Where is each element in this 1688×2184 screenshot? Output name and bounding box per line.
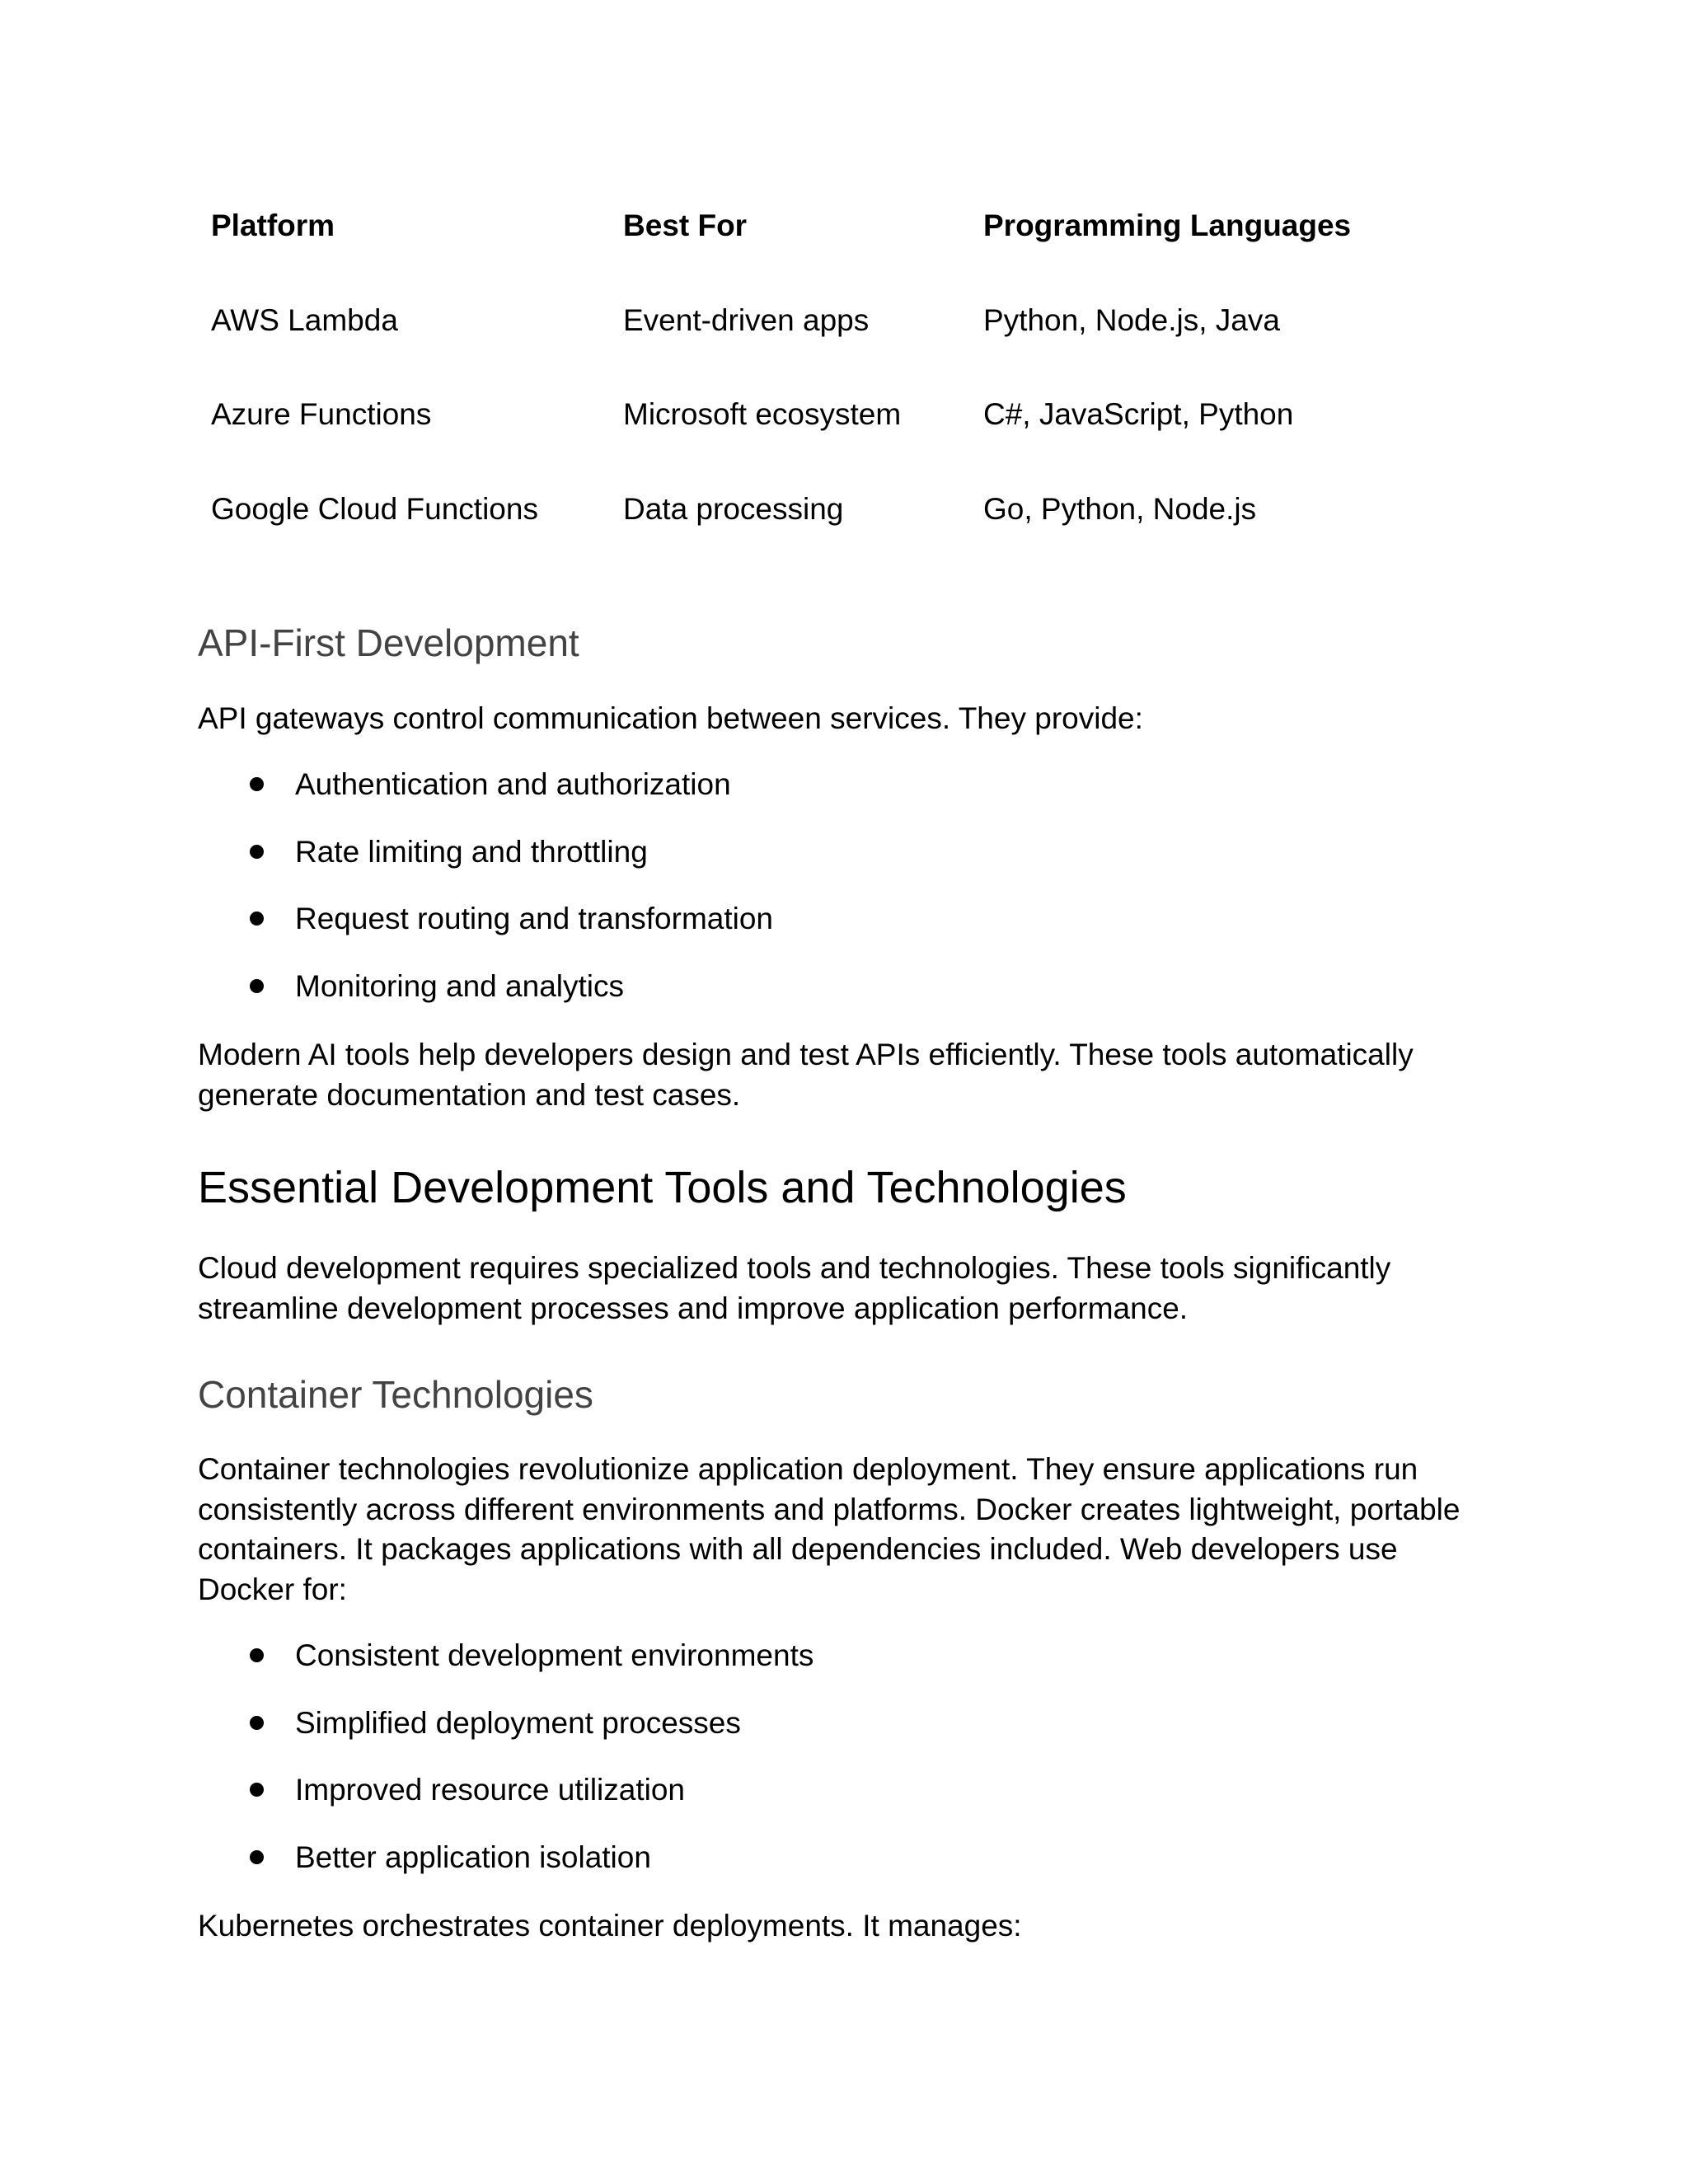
paragraph-line: containers. It packages applications with all dependencies included. Web developers use	[198, 1532, 1398, 1566]
kubernetes-paragraph	[198, 1906, 1484, 1947]
table-header-languages: Programming Languages	[983, 209, 1352, 242]
bullet-icon	[250, 1648, 264, 1662]
paragraph-line: streamline development processes and improve application performance.	[198, 1291, 1189, 1325]
bullet-icon	[250, 777, 264, 791]
essential-tools-heading: Essential Development Tools and Technologies	[198, 1163, 1127, 1212]
container-technologies-heading: Container Technologies	[198, 1373, 593, 1416]
table-cell: Go, Python, Node.js	[983, 492, 1257, 526]
table-cell: AWS Lambda	[211, 303, 398, 337]
table-cell: Google Cloud Functions	[211, 492, 538, 526]
tools-intro-paragraph	[198, 1249, 1484, 1329]
list-item-text: Monitoring and analytics	[295, 968, 624, 1003]
bullet-icon	[250, 1850, 264, 1864]
table-cell: Data processing	[623, 492, 844, 526]
list-item-text: Simplified deployment processes	[295, 1705, 741, 1740]
serverless-platforms-table	[0, 0, 1688, 577]
paragraph-line: API gateways control communication between services. They provide:	[198, 701, 1143, 735]
bullet-icon	[250, 912, 264, 926]
table-header-platform: Platform	[211, 209, 335, 242]
paragraph-line: consistently across different environments and platforms. Docker creates lightweight, portable	[198, 1492, 1461, 1526]
table-cell: C#, JavaScript, Python	[983, 397, 1294, 431]
container-intro-paragraph	[198, 1450, 1484, 1610]
bullet-icon	[250, 979, 264, 993]
bullet-icon	[250, 1783, 264, 1797]
api-outro-paragraph	[198, 1035, 1484, 1115]
paragraph-line: Docker for:	[198, 1572, 347, 1606]
list-item-text: Better application isolation	[295, 1840, 651, 1874]
table-header-best-for: Best For	[623, 209, 748, 242]
table-cell: Event-driven apps	[623, 303, 870, 337]
table-cell: Python, Node.js, Java	[983, 303, 1280, 337]
table-cell: Microsoft ecosystem	[623, 397, 902, 431]
paragraph-line: Modern AI tools help developers design and test APIs efficiently. These tools automatically	[198, 1038, 1414, 1071]
paragraph-line: generate documentation and test cases.	[198, 1077, 741, 1112]
list-item-text: Consistent development environments	[295, 1638, 814, 1672]
table-cell: Azure Functions	[211, 397, 432, 431]
bullet-icon	[250, 1716, 264, 1730]
list-item-text: Improved resource utilization	[295, 1773, 685, 1807]
paragraph-line: Kubernetes orchestrates container deployments. It manages:	[198, 1909, 1022, 1943]
list-item-text: Authentication and authorization	[295, 767, 731, 801]
paragraph-line: Container technologies revolutionize application deployment. They ensure applications run	[198, 1452, 1418, 1486]
paragraph-line: Cloud development requires specialized tools and technologies. These tools significantly	[198, 1251, 1391, 1285]
bullet-icon	[250, 845, 264, 859]
list-item-text: Rate limiting and throttling	[295, 834, 648, 869]
list-item-text: Request routing and transformation	[295, 902, 774, 935]
api-intro-paragraph	[198, 699, 1484, 739]
api-first-heading: API-First Development	[198, 621, 579, 664]
